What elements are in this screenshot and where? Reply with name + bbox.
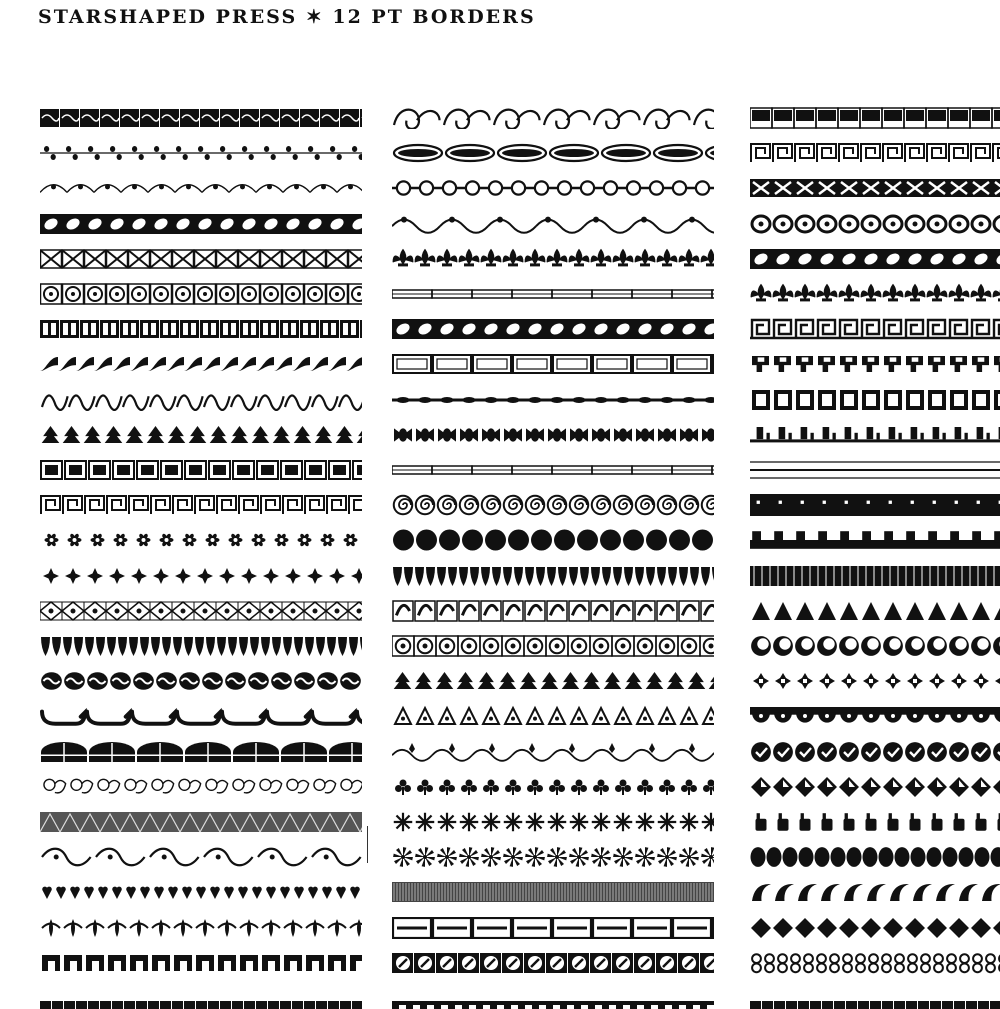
border-strip-solid-bar — [750, 987, 1000, 1009]
border-strip-x-block — [750, 177, 1000, 199]
border-strip-check-circle — [750, 741, 1000, 763]
border-strip-dentil — [750, 107, 1000, 129]
border-strip-triangle-solid — [750, 600, 1000, 622]
border-strip-crenel — [750, 529, 1000, 551]
border-strip-leaf-inverse — [750, 248, 1000, 270]
border-strip-hand — [750, 811, 1000, 833]
border-strip-meander — [750, 318, 1000, 340]
border-strip-ring-chain — [750, 952, 1000, 974]
border-strip-key-t — [750, 353, 1000, 375]
border-strip-diamond-half — [750, 776, 1000, 798]
border-strip-checker-solid — [750, 494, 1000, 516]
border-strip-fleur-de-lis — [750, 283, 1000, 305]
border-strip-crescent-hook — [750, 881, 1000, 903]
border-strip-castle — [750, 424, 1000, 446]
border-strip-diamond-solid — [750, 917, 1000, 939]
border-strip-dot-row — [750, 846, 1000, 868]
border-strip-triple-rule — [750, 459, 1000, 481]
border-strip-vertical-stripe — [750, 565, 1000, 587]
border-strip-oval-chain — [750, 213, 1000, 235]
border-strip-cross — [750, 670, 1000, 692]
border-strip-moon — [750, 635, 1000, 657]
border-strip-square-open — [750, 389, 1000, 411]
border-strip-arch-inverse — [750, 705, 1000, 727]
page-title: STARSHAPED PRESS ✶ 12 PT BORDERS — [38, 6, 536, 28]
border-strip-greek-key — [750, 142, 1000, 164]
